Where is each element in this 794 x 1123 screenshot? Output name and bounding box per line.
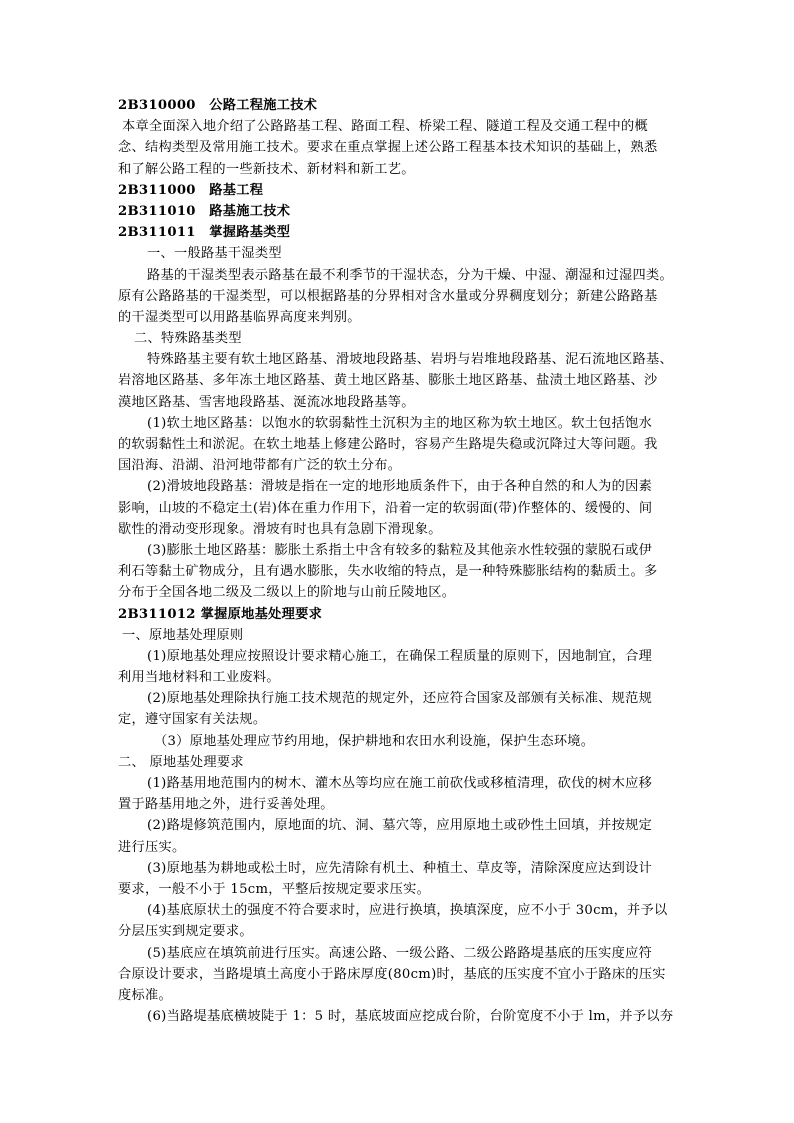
text-line: 利石等黏土矿物成分，且有遇水膨胀，失水收缩的特点，是一种特殊膨胀结构的黏质土。多 bbox=[118, 564, 658, 580]
text-line: 的干湿类型可以用路基临界高度来判别。 bbox=[118, 309, 361, 325]
text-line: (4)基底原状土的强度不符合要求时，应进行换填，换填深度，应不小于 30cm，并予以 bbox=[147, 903, 668, 919]
text-line: 岩溶地区路基、多年冻土地区路基、黄土地区路基、膨胀土地区路基、盐渍土地区路基、沙 bbox=[118, 373, 658, 389]
document-body bbox=[118, 95, 684, 1027]
text-line: 国沿海、沿湖、沿河地带都有广泛的软土分布。 bbox=[118, 458, 402, 474]
text-line: 念、结构类型及常用施工技术。要求在重点掌握上述公路工程基本技术知识的基础上，熟悉 bbox=[118, 140, 658, 156]
text-line: 进行压实。 bbox=[118, 839, 186, 855]
text-line: 漠地区路基、雪害地段路基、涎流冰地段路基等。 bbox=[118, 394, 415, 410]
text-line: (3)原地基为耕地或松土时，应先清除有机土、种植土、草皮等，清除深度应达到设计 bbox=[147, 860, 653, 876]
text-line: （3）原地基处理应节约用地，保护耕地和农田水利设施，保护生态环境。 bbox=[154, 733, 595, 749]
text-line: (2)原地基处理除执行施工技术规范的规定外，还应符合国家及部颁有关标准、规范规 bbox=[147, 691, 653, 707]
text-line: (6)当路堤基底横坡陡于 1：5 时，基底坡面应挖成台阶，台阶宽度不小于 lm，并予以夯 bbox=[147, 1009, 674, 1025]
text-line: 要求，一般不小于 15cm，平整后按规定要求压实。 bbox=[118, 881, 431, 897]
text-line: 二、 原地基处理要求 bbox=[118, 754, 244, 770]
text-line: (1)原地基处理应按照设计要求精心施工，在确保工程质量的原则下，因地制宜，合理 bbox=[147, 648, 653, 664]
chapter-heading: 2B310000 公路工程施工技术 bbox=[118, 98, 318, 113]
text-line: 合原设计要求，当路堤填土高度小于路床厚度(80cm)时，基底的压实度不宜小于路床的压实 bbox=[118, 966, 666, 982]
text-line: 利用当地材料和工业废料。 bbox=[118, 670, 280, 686]
text-line: 分层压实到规定要求。 bbox=[118, 924, 253, 940]
text-line: 和了解公路工程的一些新技术、新材料和新工艺。 bbox=[118, 161, 415, 177]
text-line: (2)滑坡地段路基：滑坡是指在一定的地形地质条件下，由于各种自然的和人为的因素 bbox=[147, 479, 653, 495]
text-line: 定，遵守国家有关法规。 bbox=[118, 712, 267, 728]
text-line: 路基的干湿类型表示路基在最不利季节的干湿状态，分为干燥、中湿、潮湿和过湿四类。 bbox=[147, 267, 674, 283]
text-line: 分布于全国各地二级及二级以上的阶地与山前丘陵地区。 bbox=[118, 585, 456, 601]
text-line: (1)路基用地范围内的树木、灌木丛等均应在施工前砍伐或移植清理，砍伐的树木应移 bbox=[147, 776, 653, 791]
topic-heading: 2B311011 掌握路基类型 bbox=[118, 225, 291, 241]
text-line: (2)路堤修筑范围内，原地面的坑、洞、墓穴等，应用原地土或砂性土回填，并按规定 bbox=[147, 818, 653, 834]
text-line: 二、特殊路基类型 bbox=[134, 331, 242, 347]
text-line: 特殊路基主要有软土地区路基、滑坡地段路基、岩坍与岩堆地段路基、泥石流地区路基、 bbox=[147, 352, 674, 368]
text-line: 的软弱黏性土和淤泥。在软土地基上修建公路时，容易产生路堤失稳或沉降过大等问题。我 bbox=[118, 437, 658, 452]
text-line: (5)基底应在填筑前进行压实。高速公路、一级公路、二级公路路堤基底的压实度应符 bbox=[147, 945, 653, 961]
text-line: 度标准。 bbox=[118, 987, 172, 1003]
text-line: 歇性的滑动变形现象。滑坡有时也具有急剧下滑现象。 bbox=[118, 521, 442, 537]
text-line: 置于路基用地之外，进行妥善处理。 bbox=[118, 797, 334, 813]
text-line: 原有公路路基的干湿类型，可以根据路基的分界相对含水量或分界稠度划分；新建公路路基 bbox=[118, 288, 658, 304]
text-line: (1)软土地区路基：以饱水的软弱黏性土沉积为主的地区称为软土地区。软土包括饱水 bbox=[147, 415, 653, 431]
text-line: (3)膨胀土地区路基：膨胀土系指土中含有较多的黏粒及其他亲水性较强的蒙脱石或伊 bbox=[147, 542, 653, 558]
section-heading: 2B311000 路基工程 bbox=[118, 182, 264, 198]
text-line: 一、原地基处理原则 bbox=[122, 627, 244, 643]
text-line: 一、一般路基干湿类型 bbox=[147, 246, 282, 262]
text-line: 影响，山坡的不稳定土(岩)体在重力作用下，沿着一定的软弱面(带)作整体的、缓慢的、间 bbox=[118, 500, 653, 516]
text-line: 本章全面深入地介绍了公路路基工程、路面工程、桥梁工程、隧道工程及交通工程中的概 bbox=[122, 119, 649, 135]
subsection-heading: 2B311010 路基施工技术 bbox=[118, 203, 291, 219]
topic-heading: 2B311012 掌握原地基处理要求 bbox=[118, 606, 323, 622]
